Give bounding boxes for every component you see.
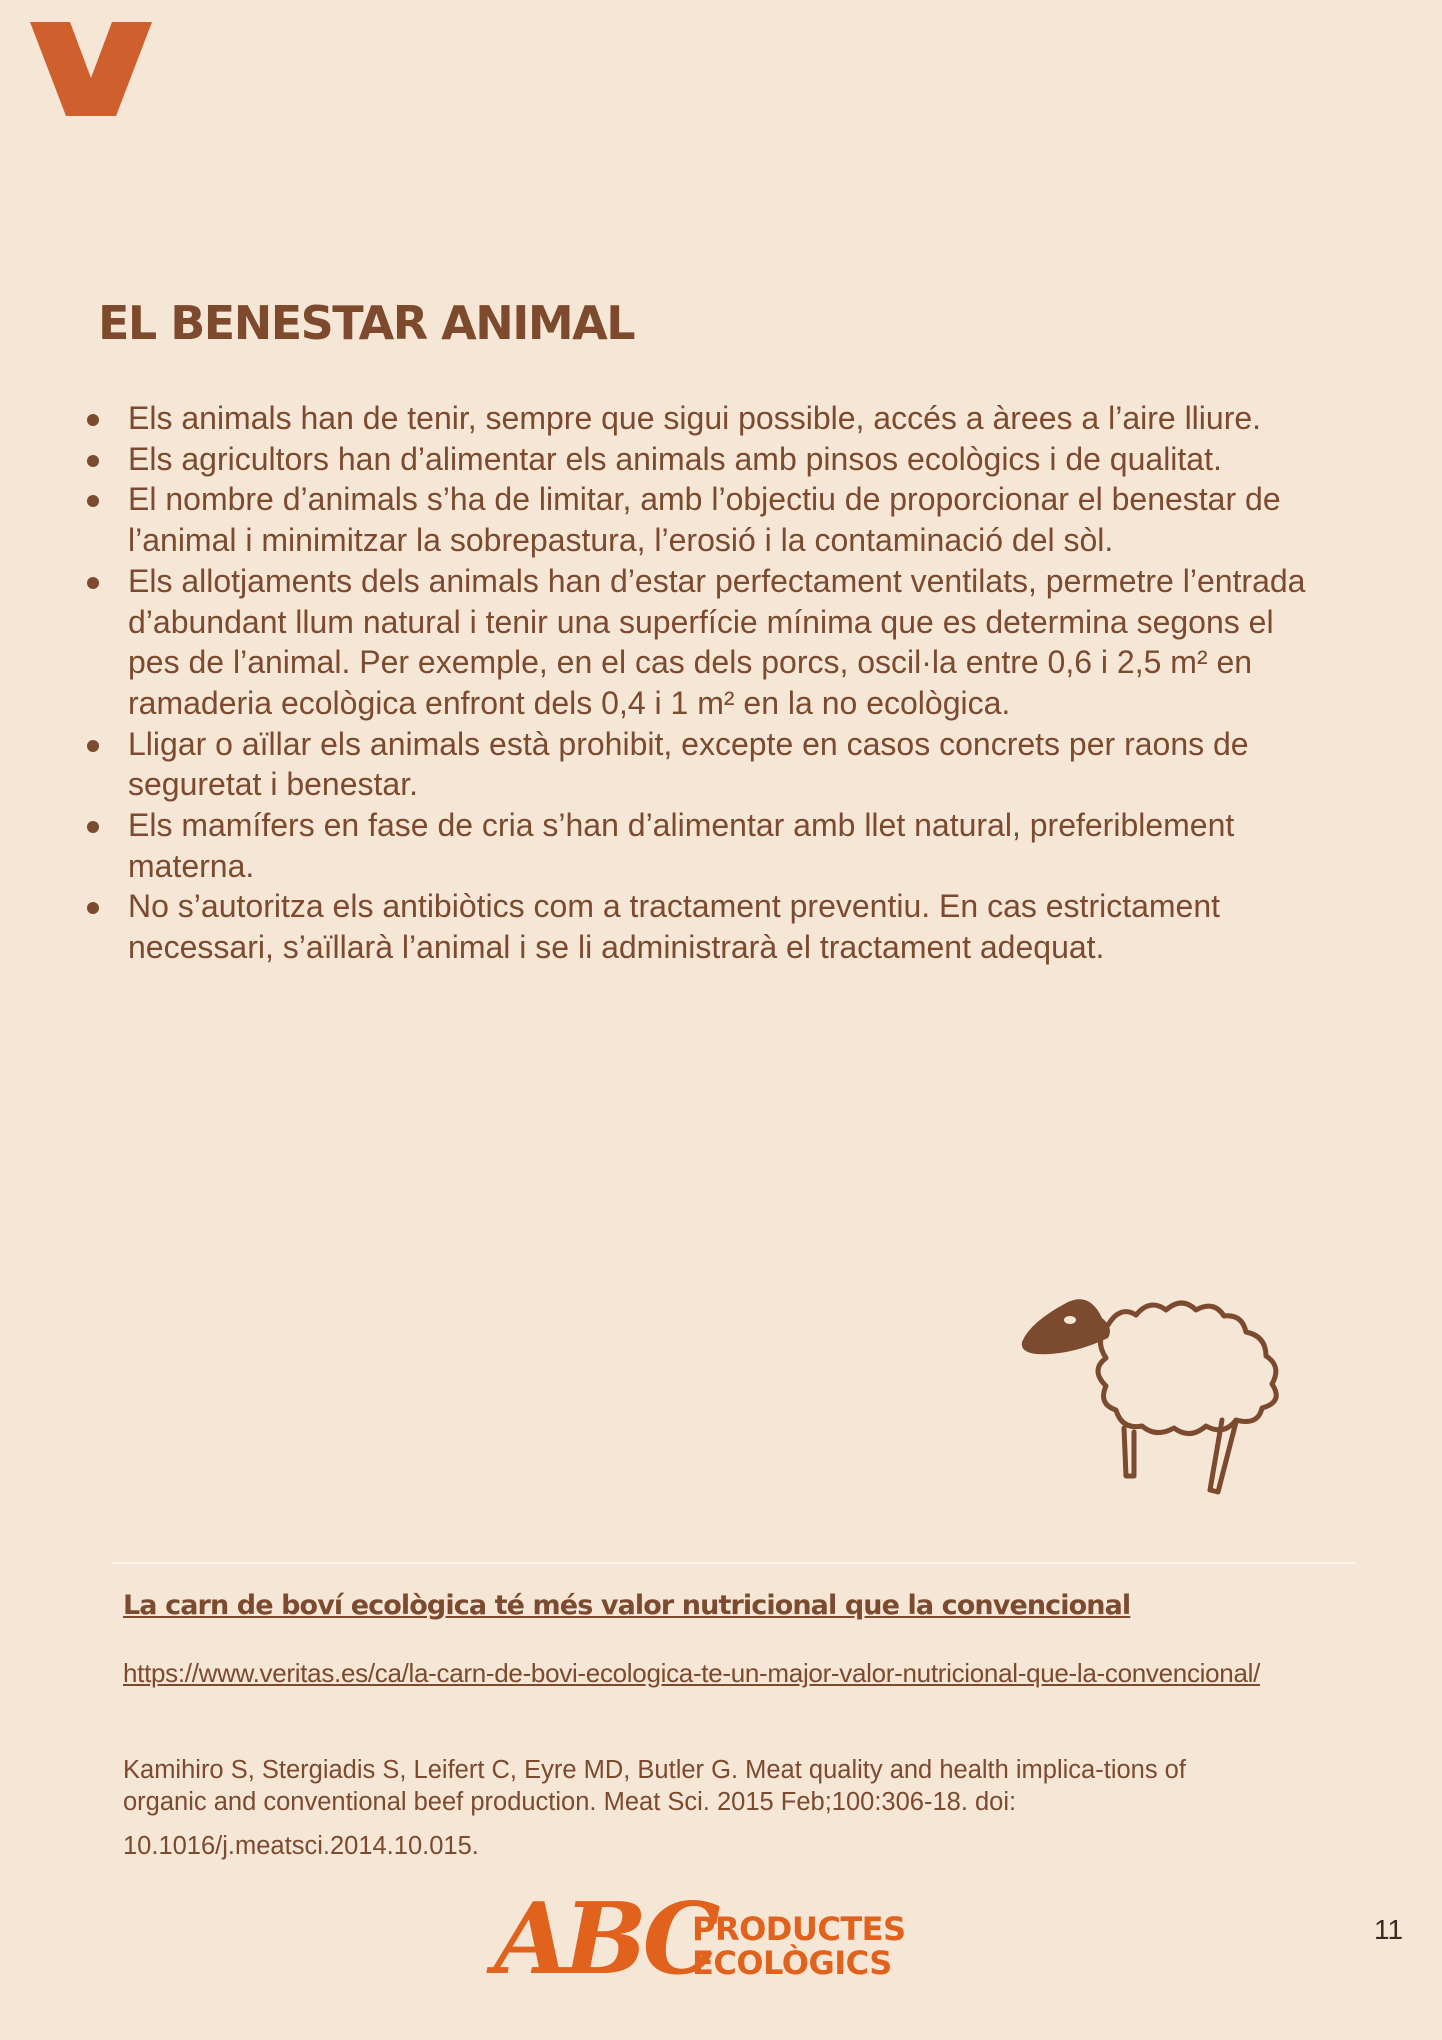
list-item — [82, 561, 1312, 724]
citation-text — [123, 1754, 1243, 1862]
bullet-dot — [87, 495, 99, 507]
list-item-text: Els animals han de tenir, sempre que sigui possible, accés a àrees a l’aire lliure. — [128, 400, 1262, 436]
bullet-dot — [87, 414, 99, 426]
page-number: 11 — [1374, 1914, 1404, 1945]
list-item — [82, 398, 1312, 439]
bullet-dot — [87, 455, 99, 467]
reference-url-link[interactable]: https://www.veritas.es/ca/la-carn-de-bovi-ecologica-te-un-major-valor-nutricional-que-la-convencional/ — [123, 1658, 1261, 1688]
list-item — [82, 724, 1312, 805]
reference-article-link[interactable]: La carn de boví ecològica té més valor nutricional que la convencional — [123, 1590, 1131, 1621]
bullet-dot — [87, 902, 99, 914]
bullet-dot — [87, 740, 99, 752]
bullet-list — [82, 398, 1312, 968]
citation-body: Kamihiro S, Stergiadis S, Leifert C, Eyre MD, Butler G. Meat quality and health implica-tions of organic and conventional beef production. Meat Sci. 2015 Feb;100:306-18. doi: — [123, 1756, 1186, 1816]
list-item — [82, 439, 1312, 480]
abc-productes-ecologics-logo — [494, 1882, 914, 1997]
list-item-text: Els allotjaments dels animals han d’estar perfectament ventilats, permetre l’entrada d’abundant llum natural i tenir una superfície mínima que es determina segons el pes de l’animal. Per exemple, en el cas dels porcs, oscil·la entre 0,6 i 2,5 m² en ramaderia ecològica enfront dels 0,4 i 1 m² en la no ecològica. — [128, 562, 1306, 721]
list-item-text: Lligar o aïllar els animals està prohibit, excepte en casos concrets per raons de seguretat i benestar. — [128, 725, 1249, 803]
list-item-text: No s’autoritza els antibiòtics com a tractament preventiu. En cas estrictament necessari, s’aïllarà l’animal i se li administrarà el tractament adequat. — [128, 888, 1221, 966]
divider — [113, 1562, 1355, 1564]
bullet-dot — [87, 821, 99, 833]
abc-logo-line2: ECOLÒGICS — [692, 1944, 892, 1982]
abc-logo-letters: ABC — [494, 1882, 715, 1997]
list-item — [82, 479, 1312, 560]
list-item-text: Els agricultors han d’alimentar els animals amb pinsos ecològics i de qualitat. — [128, 440, 1222, 477]
list-item — [82, 805, 1312, 886]
list-item-text: Els mamífers en fase de cria s’han d’alimentar amb llet natural, preferiblement materna. — [128, 807, 1235, 884]
veritas-v-logo-icon — [30, 22, 152, 116]
list-item — [82, 886, 1312, 967]
abc-logo-line1: PRODUCTES — [692, 1910, 906, 1948]
citation-doi: 10.1016/j.meatsci.2014.10.015. — [123, 1832, 479, 1860]
page-title: EL BENESTAR ANIMAL — [98, 296, 635, 350]
list-item-text: El nombre d’animals s’ha de limitar, amb l’objectiu de proporcionar el benestar de l’animal i minimitzar la sobrepastura, l’erosió i la contaminació del sòl. — [128, 481, 1281, 559]
bullet-dot — [87, 577, 99, 589]
sheep-icon — [1010, 1270, 1340, 1510]
